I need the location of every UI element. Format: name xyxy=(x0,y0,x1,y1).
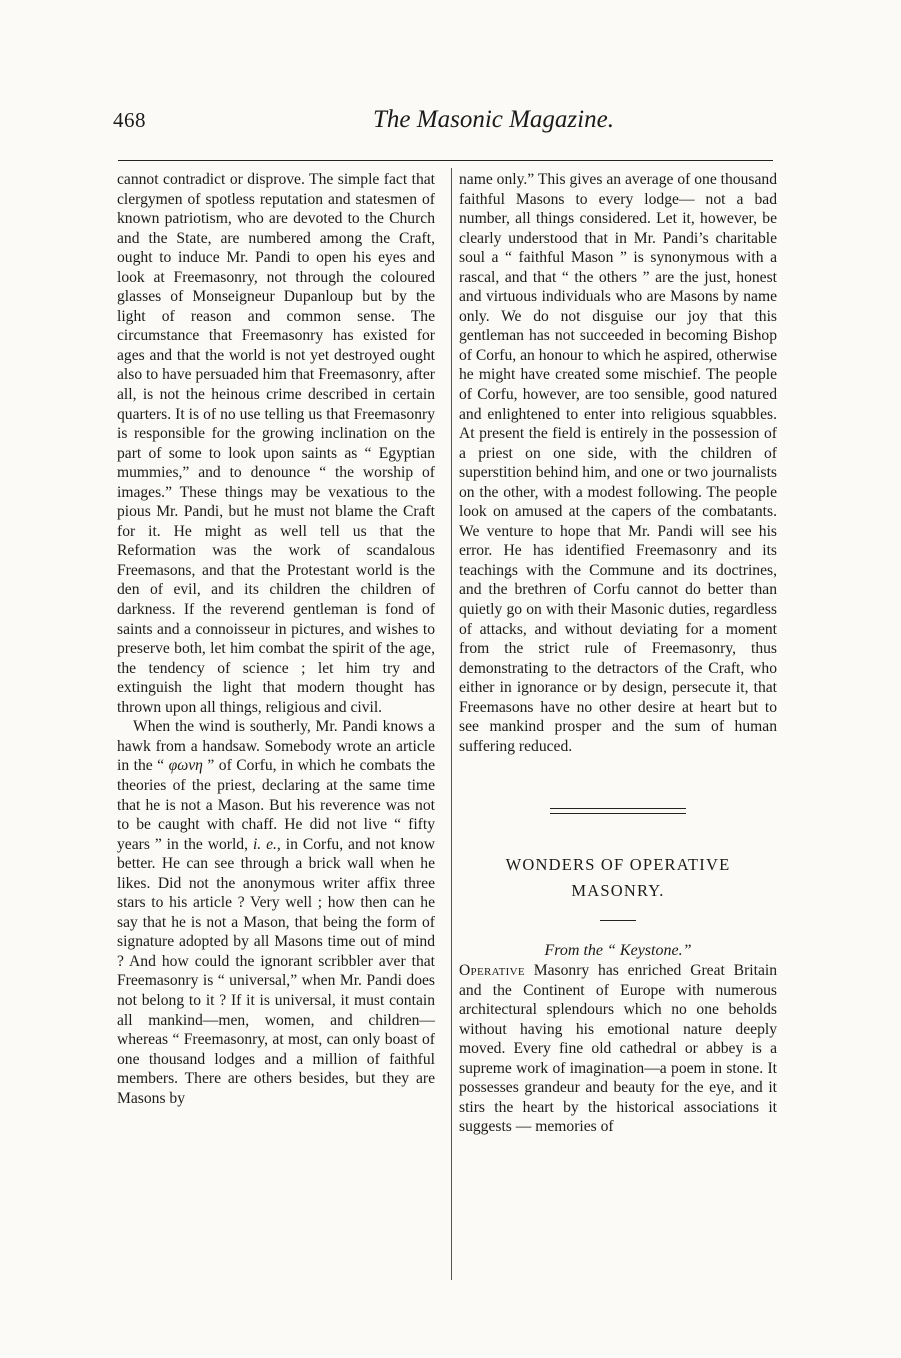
text-run: in Corfu, and not know better. He can see through a brick wall when he likes. Did not the anonymous writer affix three stars to his article ? Very well ; how then can he say that he is not a Mason, that being the form of signature adopted by all Masons time out of mind ? And how could the ignorant scribbler aver that Freemasonry is “ universal,” when Mr. Pandi does not belong to it ? If it is universal, it must contain all mankind—men, women, and children—whereas “ Freemasonry, at most, can only boast of one thousand lodges and a million of faithful members. There are others besides, but they are Masons by xyxy=(117,835,435,1107)
title-rule xyxy=(600,920,636,921)
running-title: The Masonic Magazine. xyxy=(373,106,614,133)
paragraph: cannot contradict or disprove. The simple fact that clergymen of spotless reputation and statesmen of known patriotism, who are devoted to the Church and the State, are numbered among the Craft, ought to induce Mr. Pandi to open his eyes and look at Freemasonry, not through the coloured glasses of Monseigneur Dupanloup but by the light of reason and common sense. The circumstance that Freemasonry has existed for ages and that the world is not yet destroyed ought also to have persuaded him that Freemasonry, after all, is not the heinous crime described in certain quarters. It is of no use telling us that Freemasonry is responsible for the growing inclination on the part of some to look upon saints as “ Egyptian mummies,” and to denounce “ the worship of images.” These things may be vexatious to the pious Mr. Pandi, but he must not blame the Craft for it. He might as well tell us that the Reformation was the work of scandalous Freemasons, and that the Protestant world is the den of evil, and its children the children of darkness. If the reverend gentleman is fond of saints and a connoisseur in pictures, and wishes to preserve both, let him combat the spirit of the age, the tendency of science ; let him try and extinguish the light that modern thought has thrown upon all things, religious and civil. xyxy=(117,171,435,716)
section-separator xyxy=(550,808,686,814)
paragraph: name only.” This gives an average of one thousand faithful Masons to every lodge— not a bad number, all things considered. Let it, however, be clearly understood that in Mr. Pandi’s charitable soul a “ faithful Mason ” is synonymous with a rascal, and that “ the others ” are the just, honest and virtuous individuals who are Masons by name only. We do not disguise our joy that this gentleman has not succeeded in becoming Bishop of Corfu, an honour to which he aspired, otherwise he might have created some mischief. The people of Corfu, however, are too sensible, good natured and enlightened to enter into religious squabbles. At present the field is entirely in the possession of a priest on one side, with the children of superstition behind him, and one or two journalists on the other, with a modest following. The people look on amused at the capers of the combatants. We venture to hope that Mr. Pandi will see his error. He has identified Freemasonry and its teachings with the Commune and its doctrines, and the brethren of Corfu cannot do better than quietly go on with their Masonic duties, regardless of attacks, and without deviating for a moment from the strict rule of Freemasonry, thus demonstrating to the detractors of the Craft, who either in ignorance or by design, persecute it, that Freemasons have no other desire at heart but to see mankind prosper and the sum of human suffering reduced. xyxy=(459,171,777,755)
text-run: Masonry has enriched Great Britain and the Continent of Europe with numerous architectural splendours which no one beholds without having his emotional nature deeply moved. Every fine old cathedral or abbey is a supreme work of imagination—a poem in stone. It possesses grandeur and beauty for the eye, and it stirs the heart by the historical associations it suggests — memories of xyxy=(459,961,777,1136)
article-title-line: MASONRY. xyxy=(571,881,665,901)
paragraph xyxy=(117,717,435,1108)
lead-word: Operative xyxy=(459,961,525,979)
text-run: When the wind is southerly, Mr. Pandi knows a hawk from a handsaw. Somebody wrote an article in the “ xyxy=(117,718,435,775)
column-divider xyxy=(451,168,452,1280)
italic-abbreviation: i. e., xyxy=(252,835,281,853)
header-rule xyxy=(118,160,773,161)
article-source: From the “ Keystone.” xyxy=(544,942,692,960)
greek-word: φωνη xyxy=(168,757,203,775)
article-title xyxy=(459,852,777,904)
paragraph xyxy=(459,961,777,1137)
text-run: ” of Corfu, in which he combats the theories of the priest, declaring at the same time that he is not a Mason. But his reverence was not to be caught with chaff. He did not live “ fifty years ” in the world, xyxy=(117,757,436,853)
page-number: 468 xyxy=(113,108,146,132)
left-column xyxy=(117,170,435,1108)
right-column xyxy=(459,170,777,1137)
article-title-line: WONDERS OF OPERATIVE xyxy=(505,855,731,875)
